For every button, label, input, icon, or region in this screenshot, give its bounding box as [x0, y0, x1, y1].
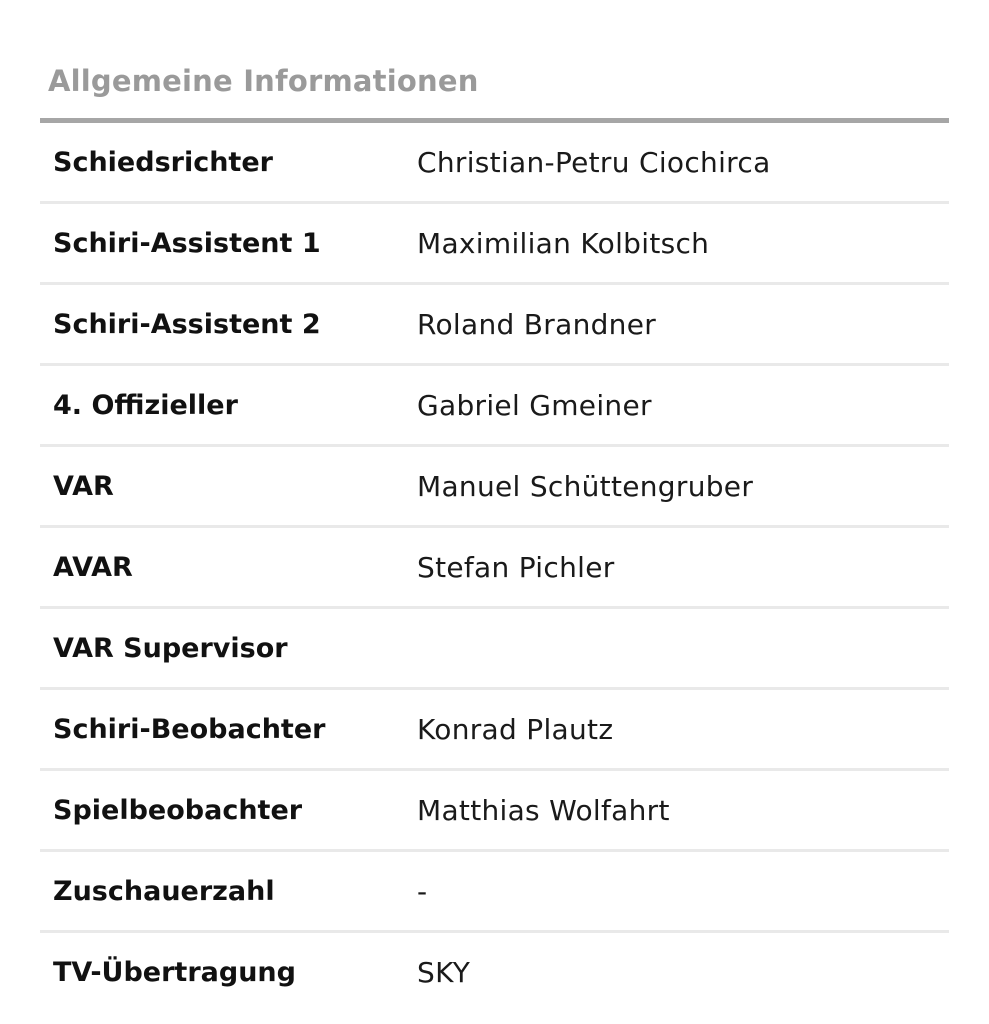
info-value: Christian-Petru Ciochirca: [417, 145, 771, 179]
info-label: VAR Supervisor: [53, 632, 288, 664]
info-row-spielbeobachter: [40, 771, 949, 852]
info-row-schiri-assistent-1: [40, 204, 949, 285]
info-value: Gabriel Gmeiner: [417, 388, 652, 422]
info-label: 4. Offizieller: [53, 389, 238, 421]
info-label: AVAR: [53, 551, 133, 583]
info-row-var: [40, 447, 949, 528]
info-label: Schiri-Assistent 2: [53, 308, 321, 340]
info-label: VAR: [53, 470, 114, 502]
info-label: Spielbeobachter: [53, 794, 303, 826]
info-value: Manuel Schüttengruber: [417, 469, 754, 503]
officials-info-table: [40, 123, 949, 1011]
info-row-schiri-beobachter: [40, 690, 949, 771]
info-row-tv-uebertragung: [40, 933, 949, 1011]
info-row-zuschauerzahl: [40, 852, 949, 933]
info-value: Konrad Plautz: [417, 712, 614, 746]
info-row-schiri-assistent-2: [40, 285, 949, 366]
info-value: Roland Brandner: [417, 307, 657, 341]
info-value: Maximilian Kolbitsch: [417, 226, 710, 260]
info-label: TV-Übertragung: [53, 956, 296, 988]
info-row-4-offizieller: [40, 366, 949, 447]
info-row-var-supervisor: [40, 609, 949, 690]
info-row-schiedsrichter: [40, 123, 949, 204]
info-label: Schiri-Beobachter: [53, 713, 326, 745]
info-value: SKY: [417, 955, 471, 989]
info-value: -: [417, 874, 428, 908]
info-value: Matthias Wolfahrt: [417, 793, 670, 827]
info-label: Schiri-Assistent 1: [53, 227, 321, 259]
section-title: Allgemeine Informationen: [48, 64, 479, 98]
info-row-avar: [40, 528, 949, 609]
info-value: Stefan Pichler: [417, 550, 615, 584]
info-label: Zuschauerzahl: [53, 875, 275, 907]
info-label: Schiedsrichter: [53, 146, 273, 178]
